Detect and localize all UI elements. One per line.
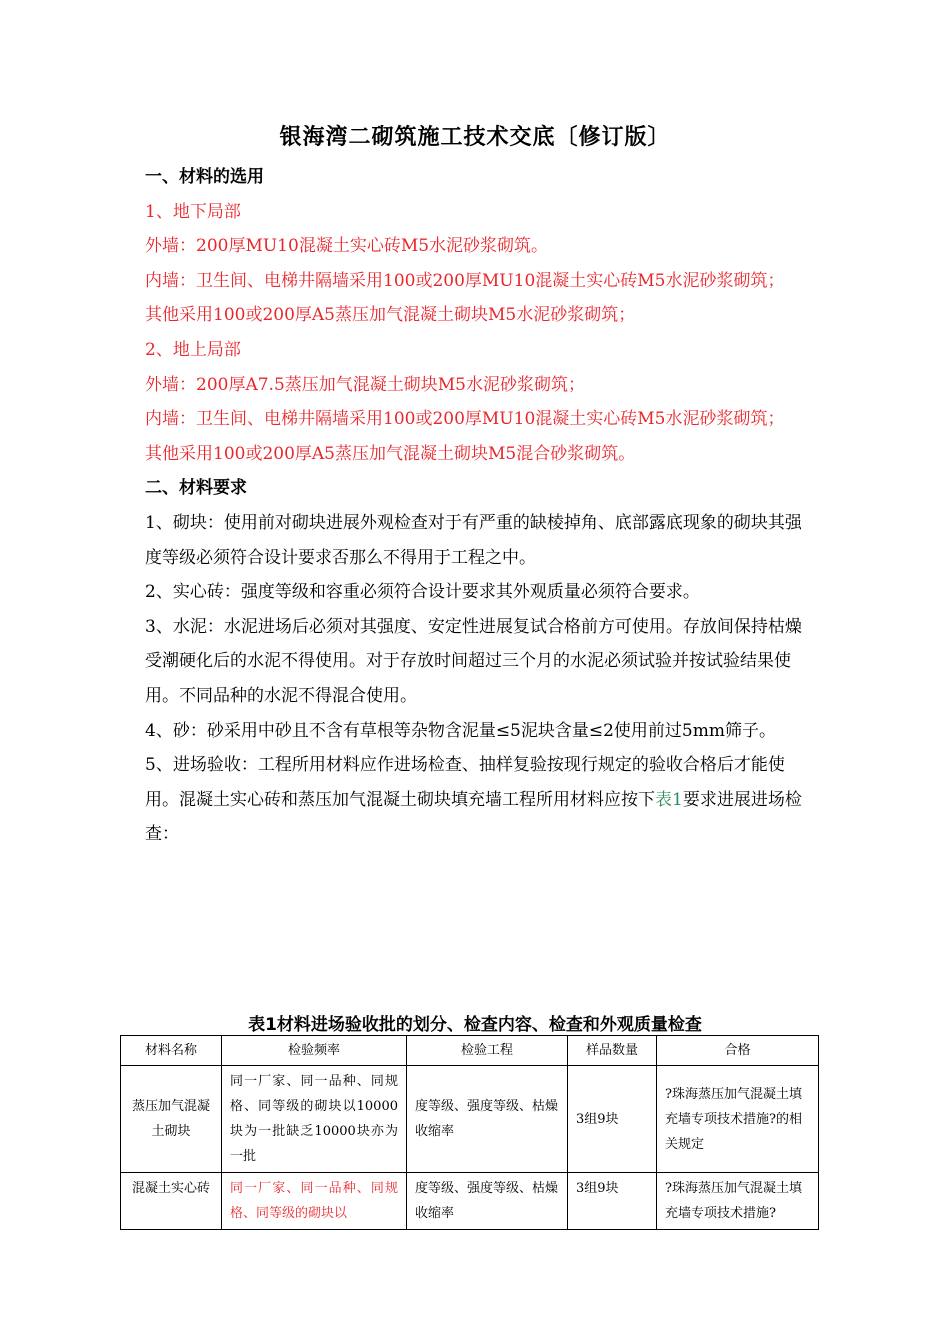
table-row [121,1066,819,1173]
underground-inner-wall: 内墙：卫生间、电梯井隔墙采用100或200厚MU10混凝土实心砖M5水泥砂浆砌筑； [145,270,785,291]
header-sample-count: 样品数量 [568,1036,657,1066]
underground-outer-wall: 外墙：200厚MU10混凝土实心砖M5水泥砂浆砌筑。 [145,236,549,257]
cell-test-items: 度等级、强度等级、枯燥收缩率 [407,1173,568,1230]
cell-sample-count: 3组9块 [568,1173,657,1230]
cell-frequency: 同一厂家、同一品种、同规格、同等级的砌块以10000块为一批缺乏10000块亦为一批 [222,1066,407,1173]
table-row [121,1173,819,1230]
header-test-items: 检验工程 [407,1036,568,1066]
inspection-table [120,1035,819,1230]
cell-sample-count: 3组9块 [568,1066,657,1173]
cell-test-items: 度等级、强度等级、枯燥收缩率 [407,1066,568,1173]
section-heading-materials-selection: 一、材料的选用 [145,167,264,187]
acceptance-text-end: 要求进展进场检查： [145,789,802,845]
cell-basis: ?珠海蒸压加气混凝土填充墙专项技术措施? [657,1173,819,1230]
requirement-sand: 4、砂：砂采用中砂且不含有草根等杂物含泥量≤5泥块含量≤2使用前过5mm筛子。 [145,720,776,741]
cell-frequency [222,1173,407,1230]
cell-material-name: 蒸压加气混凝土砌块 [121,1066,222,1173]
header-material-name: 材料名称 [121,1036,222,1066]
table-caption: 表1材料进场验收批的划分、检查内容、检查和外观质量检查 [248,1015,702,1035]
aboveground-outer-wall: 外墙：200厚A7.5蒸压加气混凝土砌块M5水泥砂浆砌筑； [145,374,585,395]
requirement-cement: 3、水泥：水泥进场后必须对其强度、安定性进展复试合格前方可使用。存放间保持枯燥受潮硬化后的水泥不得使用。对于存放时间超过三个月的水泥必须试验并按试验结果使用。不同品种的水泥不得混合使用。 [145,616,802,706]
aboveground-inner-wall: 内墙：卫生间、电梯井隔墙采用100或200厚MU10混凝土实心砖M5水泥砂浆砌筑； [145,409,785,430]
subheading-underground: 1、地下局部 [145,201,241,222]
section-heading-material-requirements: 二、材料要求 [145,478,247,499]
underground-other: 其他采用100或200厚A5蒸压加气混凝土砌块M5水泥砂浆砌筑； [145,305,636,326]
document-title: 银海湾二砌筑施工技术交底〔修订版〕 [279,125,671,150]
requirement-block: 1、砌块：使用前对砌块进展外观检查对于有严重的缺棱掉角、底部露底现象的砌块其强度等级必须符合设计要求否那么不得用于工程之中。 [145,512,802,568]
header-qualified: 合格 [657,1036,819,1066]
requirement-site-acceptance [145,748,810,852]
acceptance-text: 5、进场验收：工程所用材料应作进场检查、抽样复验按现行规定的验收合格后才能使用。混凝土实心砖和蒸压加气混凝土砌块填充墙工程所用材料应按下 [145,755,785,810]
document-body [145,160,810,852]
aboveground-other: 其他采用100或200厚A5蒸压加气混凝土砌块M5混合砂浆砌筑。 [145,443,636,464]
cell-basis: ?珠海蒸压加气混凝土填充墙专项技术措施?的相关规定 [657,1066,819,1173]
table-header-row [121,1036,819,1066]
cell-frequency-text: 同一厂家、同一品种、同规格、同等级的砌块以 [230,1181,398,1221]
header-frequency: 检验频率 [222,1036,407,1066]
subheading-aboveground: 2、地上局部 [145,339,241,360]
table-reference-link[interactable]: 表1 [655,789,683,810]
requirement-solid-brick: 2、实心砖：强度等级和容重必须符合设计要求其外观质量必须符合要求。 [145,582,700,603]
cell-material-name: 混凝土实心砖 [121,1173,222,1230]
